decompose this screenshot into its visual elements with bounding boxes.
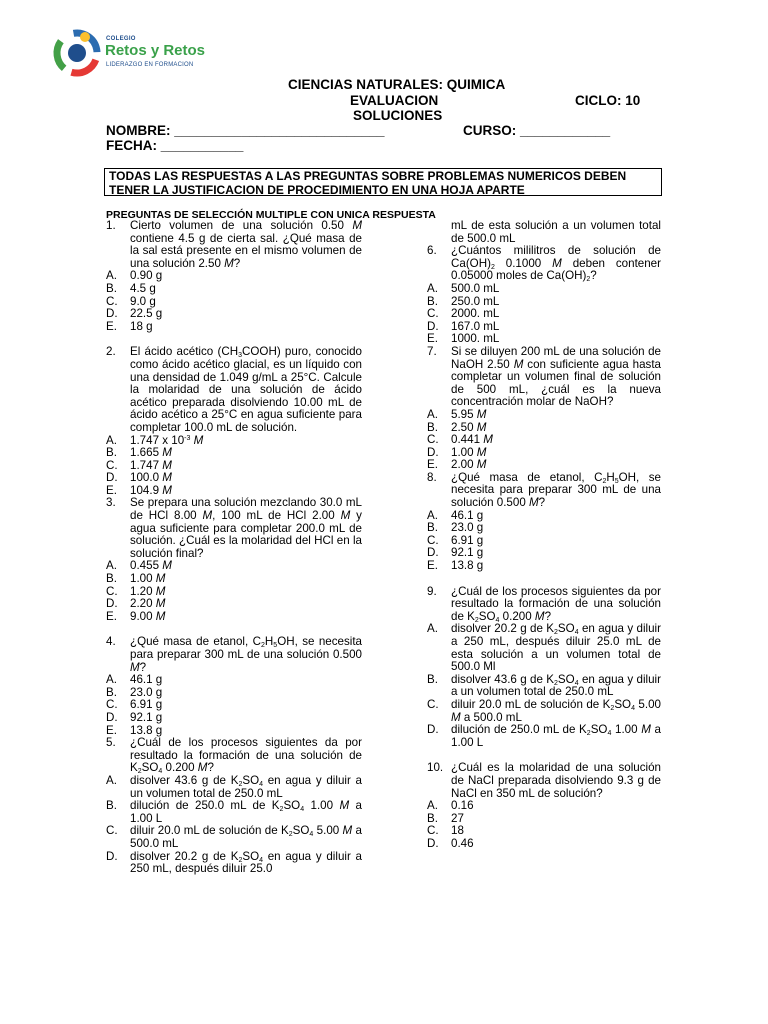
answer-option [427,674,661,699]
option-text: 0.90 g [130,269,163,283]
answer-option [106,611,362,624]
option-text: 23.0 g [130,685,163,699]
question-text: ¿Cuál de los procesos siguientes da por resultado la formación de una solución de $K_2SO_4$ 0.200 M? [451,584,661,624]
document-title: CIENCIAS NATURALES: QUIMICA [288,77,506,92]
option-letter: D. [427,723,439,737]
option-letter: C. [106,698,118,712]
option-text: 5.95 M [451,407,487,421]
option-letter: B. [427,420,438,434]
answer-option [427,308,661,321]
answer-option [106,800,362,825]
option-text: 6.91 g [451,533,484,547]
answer-option [427,699,661,724]
option-letter: C. [106,458,118,472]
question-10: 10. ¿Cuál es la molaridad de una solución de NaCl preparada disolviendo 9.3 g de NaCl en 350 mL de solución? [427,761,661,800]
question-7: 7. Si se diluyen 200 mL de una solución de NaOH 2.50 M con suficiente agua hasta completar un volumen final de solución de 500 mL, ¿cuál es la nueva concentración molar de NaOH? [427,344,661,409]
answer-option [427,623,661,673]
option-text: disolver 43.6 g de $K_2SO_4$ en agua y diluir a un volumen total de 250.0 mL [130,773,362,800]
question-3: 3. Se prepara una solución mezclando 30.0 mL de HCl 8.00 M, 100 mL de HCl 2.00 M y agua suficiente para completar 200.0 mL de solución. ¿Cuál es la molaridad del HCl en la solución final? [106,496,362,560]
option-letter: E. [427,559,438,573]
option-text: 23.0 g [451,521,484,535]
options-q6 [427,283,661,346]
option-text: dilución de 250.0 mL de $K_2SO_4$ 1.00 M a 1.00 L [451,723,662,749]
option-text: 1.00 M [130,572,166,586]
answer-option [106,283,362,296]
cycle-label: CICLO: 10 [575,93,641,108]
option-text: 18 [451,824,464,838]
option-letter: E. [427,458,438,472]
answer-option [427,522,661,535]
option-letter: D. [427,319,439,333]
option-text: disolver 20.2 g de $K_2SO_4$ en agua y diluir a 250 mL, después diluir 25.0 mL de esta solución a un volumen total de 500.0 Ml [451,622,661,674]
option-letter: E. [427,332,438,346]
option-letter: D. [106,849,118,863]
option-letter: C. [427,697,439,711]
option-letter: B. [427,294,438,308]
option-text: 6.91 g [130,698,163,712]
answer-option [427,283,661,296]
options-q7 [427,409,661,472]
option-text: disolver 43.6 g de $K_2SO_4$ en agua y diluir a un volumen total de 250.0 mL [451,672,661,699]
school-logo [52,28,227,80]
answer-option [106,472,362,485]
logo-name: Retos y Retos [105,42,206,59]
option-letter: B. [427,672,438,686]
option-letter: A. [106,269,117,283]
option-letter: B. [106,799,117,813]
questions-column-right [427,220,661,851]
option-text: diluir 20.0 mL de solución de $K_2SO_4$ 5.00 M a 500.0 mL [451,697,661,724]
option-letter: A. [106,559,117,573]
options-q2 [106,435,362,498]
answer-option [106,825,362,850]
answer-option [106,712,362,725]
option-text: 92.1 g [451,546,484,560]
question-text: ¿Cuál es la molaridad de una solución de NaCl preparada disolviendo 9.3 g de NaCl en 350 mL de solución? [451,761,661,800]
option-letter: C. [427,433,439,447]
question-text: Se prepara una solución mezclando 30.0 mL de HCl 8.00 M, 100 mL de HCl 2.00 M y agua suficiente para completar 200.0 mL de solución. ¿Cuál es la molaridad del HCl en la solución final? [130,496,362,560]
option-text: 0.46 [451,836,474,850]
question-5: 5. ¿Cuál de los procesos siguientes da por resultado la formación de una solución de $K_2SO_4$ 0.200 M? [106,736,362,776]
option-text: dilución de 250.0 mL de $K_2SO_4$ 1.00 M a 1.00 L [130,799,363,825]
option-letter: C. [106,824,118,838]
question-text: ¿Qué masa de etanol, $C_2H_5OH$, se necesita para preparar 300 mL de una solución 0.500 M? [130,635,363,674]
option-text: 18 g [130,319,153,333]
option-letter: A. [106,773,117,787]
section-title: PREGUNTAS DE SELECCIÓN MULTIPLE CON UNICA RESPUESTA [106,209,436,221]
options-q9 [427,623,661,749]
answer-option [106,598,362,611]
answer-option [106,851,362,876]
option-text: 104.9 M [130,483,172,497]
answer-option [106,447,362,460]
option-letter: D. [427,546,439,560]
option-text: 13.8 g [130,723,163,737]
answer-option [427,800,661,813]
option-text: 1.747 x $10^{-3}$ M [130,433,204,447]
evaluation-label: EVALUACION [350,93,439,108]
option-letter: C. [427,533,439,547]
option-text: 1.00 M [451,445,487,459]
option-text: 1.20 M [130,584,166,598]
question-8: 8. ¿Qué masa de etanol, $C_2H_5OH$, se necesita para preparar 300 mL de una solución 0.500 M? [427,470,662,510]
option-letter: C. [106,584,118,598]
answer-option [427,459,661,472]
option-text: 2.50 M [451,420,487,434]
option-text: 250.0 mL [451,294,500,308]
question-text: ¿Cuántos mililitros de solución de $Ca(OH)_2$ 0.1000 M deben contener 0.05000 moles de $Ca(OH)_2$? [451,244,661,284]
options-q8 [427,510,661,573]
option-text: 2000. mL [451,307,500,321]
question-4: 4. ¿Qué masa de etanol, $C_2H_5OH$, se necesita para preparar 300 mL de una solución 0.500 M? [106,635,363,674]
option-letter: D. [106,307,118,321]
option-letter: A. [427,799,438,813]
option-text: 4.5 g [130,281,156,295]
answer-option [106,308,362,321]
option-letter: A. [427,622,438,636]
option-letter: B. [106,572,117,586]
option-text: 0.441 M [451,433,493,447]
option-letter: D. [106,710,118,724]
answer-option [427,560,661,573]
option-letter: C. [427,824,439,838]
option-text: diluir 20.0 mL de solución de $K_2SO_4$ 5.00 M a 500.0 mL [130,824,362,850]
question-text: ¿Cuál de los procesos siguientes da por resultado la formación de una solución de $K_2SO_4$ 0.200 M? [130,736,362,776]
date-field: FECHA: ___________ [106,138,244,153]
name-field: NOMBRE: ____________________________ [106,123,385,138]
option-text: 27 [451,811,464,825]
option-letter: B. [427,521,438,535]
option-letter: D. [427,445,439,459]
option-letter: B. [427,811,438,825]
option-text: disolver 20.2 g de $K_2SO_4$ en agua y diluir a 250 mL, después diluir 25.0 [130,849,362,876]
question-9: 9. ¿Cuál de los procesos siguientes da por resultado la formación de una solución de $K_2SO_4$ 0.200 M? [427,584,661,624]
options-q5 [106,775,362,876]
question-text: El ácido acético $(CH_3COOH)$ puro, conocido como ácido acético glacial, es un líquido con una densidad de 1.049 g/mL a 25°C. Calcule la molaridad de una solución de ácido acético preparada disolviendo 10.00 mL de ácido acético a 25°C en agua suficiente para completar 100.0 mL de solución. [130,345,363,434]
option-letter: D. [427,836,439,850]
options-q4 [106,674,362,737]
options-q1 [106,270,362,333]
option-letter: B. [106,281,117,295]
answer-option [106,573,362,586]
option-text: 2.00 M [451,458,487,472]
option-letter: E. [106,483,117,497]
course-field: CURSO: ____________ [463,123,611,138]
question-1: 1. Cierto volumen de una solución 0.50 M contiene 4.5 g de cierta sal. ¿Qué masa de la sal está presente en el mismo volumen de una solución 2.50 M? [106,219,362,270]
question-text: Si se diluyen 200 mL de una solución de NaOH 2.50 M con suficiente agua hasta completar un volumen final de solución de 500 mL, ¿cuál es la nueva concentración molar de NaOH? [451,344,661,409]
answer-option [427,724,661,749]
option-letter: A. [106,673,117,687]
option-letter: C. [106,294,118,308]
option-letter: A. [427,281,438,295]
option-text: 22.5 g [130,307,163,321]
logo-circle-icon [52,28,102,78]
option-text: 92.1 g [130,710,163,724]
option-text: 1000. mL [451,332,500,346]
option-letter: A. [427,508,438,522]
question-text: Cierto volumen de una solución 0.50 M contiene 4.5 g de cierta sal. ¿Qué masa de la sal está presente en el mismo volumen de una solución 2.50 M? [130,219,362,270]
option-letter: B. [106,446,117,460]
answer-option [427,434,661,447]
question-2: 2. El ácido acético $(CH_3COOH)$ puro, conocido como ácido acético glacial, es un líquido con una densidad de 1.049 g/mL a 25°C. Calcule la molaridad de una solución de ácido acético preparada disolviendo 10.00 mL de ácido acético a 25°C en agua suficiente para completar 100.0 mL de solución. [106,345,363,434]
option-text: 167.0 mL [451,319,500,333]
option-letter: D. [106,597,118,611]
option-text: 46.1 g [130,673,163,687]
option-text: 46.1 g [451,508,484,522]
option-letter: B. [106,685,117,699]
option-text: 13.8 g [451,559,484,573]
question-5-continuation: mL de esta solución a un volumen total de 500.0 mL [451,219,661,245]
answer-option [106,321,362,334]
option-letter: A. [106,433,117,447]
option-text: 0.455 M [130,559,172,573]
option-text: 2.20 M [130,597,166,611]
question-6: 6. ¿Cuántos mililitros de solución de $Ca(OH)_2$ 0.1000 M deben contener 0.05000 moles de $Ca(OH)_2$? [427,244,661,284]
options-q10 [427,800,661,850]
option-letter: E. [106,319,117,333]
logo-tagline: LIDERAZGO EN FORMACION [106,62,194,68]
answer-option [106,674,362,687]
option-text: 1.747 M [130,458,172,472]
questions-column-left [106,220,362,876]
instructions-box: TODAS LAS RESPUESTAS A LAS PREGUNTAS SOBRE PROBLEMAS NUMERICOS DEBEN TENER LA JUSTIFICACION DE PROCEDIMIENTO EN UNA HOJA APARTE [104,168,662,196]
option-letter: A. [427,407,438,421]
option-text: 1.665 M [130,446,172,460]
option-text: 9.0 g [130,294,156,308]
option-letter: D. [106,471,118,485]
option-text: 100.0 M [130,471,172,485]
option-letter: E. [106,723,117,737]
answer-option [106,775,362,800]
question-text: ¿Qué masa de etanol, $C_2H_5OH$, se necesita para preparar 300 mL de una solución 0.500 M? [451,470,662,510]
answer-option [427,838,661,851]
options-q3 [106,560,362,623]
logo-small-text: COLEGIO [106,36,136,42]
option-letter: C. [427,307,439,321]
option-text: 0.16 [451,799,474,813]
answer-option [427,409,661,422]
topic-label: SOLUCIONES [353,108,443,123]
option-text: 500.0 mL [451,281,500,295]
option-text: 9.00 M [130,609,166,623]
option-letter: E. [106,609,117,623]
